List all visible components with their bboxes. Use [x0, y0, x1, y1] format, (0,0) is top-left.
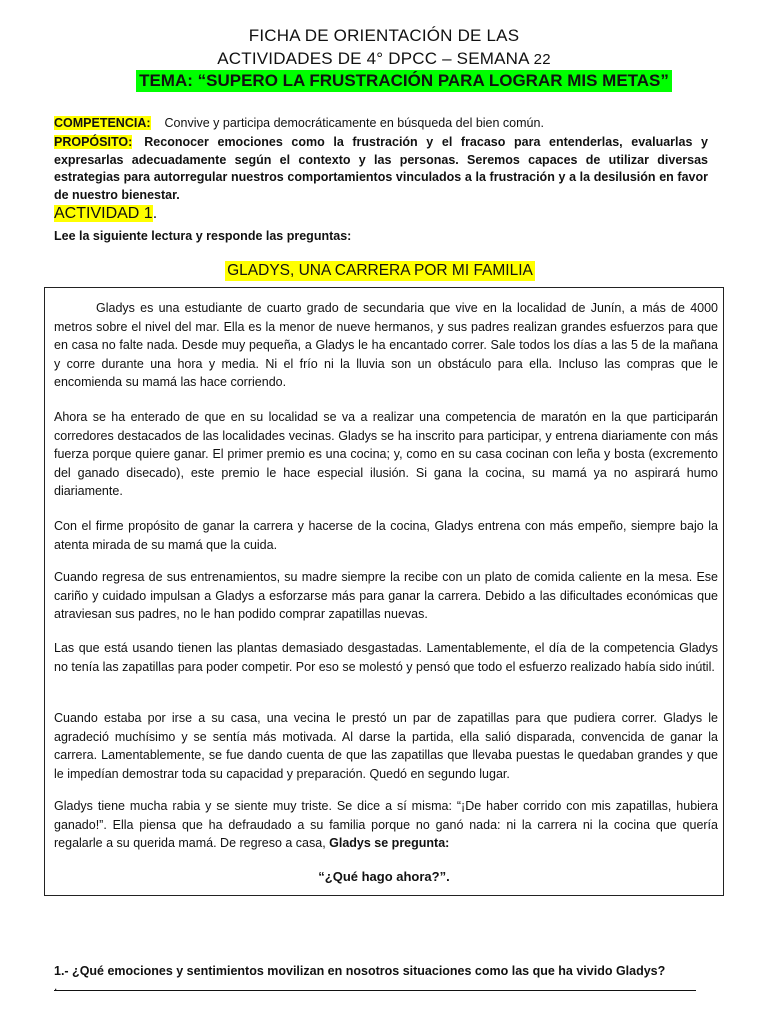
question-1: 1.- ¿Qué emociones y sentimientos movilizan en nosotros situaciones como las que ha vivido Gladys? [54, 964, 666, 978]
competencia-text: Convive y participa democráticamente en búsqueda del bien común. [164, 116, 544, 130]
story-paragraph-2: Ahora se ha enterado de que en su localidad se va a realizar una competencia de maratón en la que participarán corredores destacados de las localidades vecinas. Gladys se ha inscrito para participar, y entrena diariamente con más fuerza porque quiere ganar. El primer premio es una cocina; y, como en su casa cocinan con leña y bosta (excremento del ganado disecado), este premio le hace especial ilusión. Si gana la cocina, su mamá ya no aspirará humo diariamente. [54, 410, 718, 498]
competencia-line [54, 116, 544, 130]
actividad-suffix: . [152, 205, 158, 222]
story-title: GLADYS, UNA CARRERA POR MI FAMILIA [227, 262, 533, 279]
competencia-label: COMPETENCIA: [54, 116, 151, 130]
proposito-label: PROPÓSITO: [54, 135, 133, 149]
header-line-1: FICHA DE ORIENTACIÓN DE LAS [248, 26, 520, 45]
actividad-heading [54, 205, 157, 223]
proposito-block [54, 134, 708, 204]
story-paragraph-4: Cuando regresa de sus entrenamientos, su madre siempre la recibe con un plato de comida caliente en la mesa. Ese cariño y cuidado impulsan a Gladys a esforzarse más para ganar la carrera. Debido a las dificultades económicas que atraviesan sus padres, no le han podido comprar zapatillas nuevas. [54, 570, 718, 621]
instruction-text: Lee la siguiente lectura y responde las preguntas: [54, 229, 352, 243]
story-title-wrapper [0, 261, 768, 281]
tema-title: TEMA: “SUPERO LA FRUSTRACIÓN PARA LOGRAR MIS METAS” [136, 70, 672, 92]
answer-prefix: . [54, 979, 58, 993]
story-paragraph-6: Cuando estaba por irse a su casa, una vecina le prestó un par de zapatillas para que pudiera correr. Gladys le agradeció muchísimo y se sentía más motivada. Al darse la partida, ella salió disparada, convencida de ganar la carrera. Lamentablemente, se fue dando cuenta de que las zapatillas que llevaba puestas le quedaban grandes y que le impedían demostrar toda su capacidad y preparación. Quedó en segundo lugar. [54, 711, 718, 781]
header-line-2-text: ACTIVIDADES DE 4° DPCC – SEMANA [217, 49, 534, 68]
answer-line[interactable] [54, 990, 696, 991]
story-paragraph-3: Con el firme propósito de ganar la carrera y hacerse de la cocina, Gladys entrena con más empeño, siempre bajo la atenta mirada de su mamá que la cuida. [54, 519, 718, 552]
story-paragraph-7-bold: Gladys se pregunta: [329, 836, 450, 850]
proposito-text: Reconocer emociones como la frustración y el fracaso para entenderlas, evaluarlas y expresarlas adecuadamente según el contexto y las personas. Seremos capaces de utilizar diversas estrategias para autorregular nuestros comportamientos vinculados a la frustración y a la desilusión en favor de nuestro bienestar. [54, 135, 708, 202]
week-number: 22 [533, 51, 551, 68]
actividad-label: ACTIVIDAD 1 [54, 205, 153, 222]
closing-question: “¿Qué hago ahora?”. [318, 869, 450, 884]
story-paragraph-1: Gladys es una estudiante de cuarto grado de secundaria que vive en la localidad de Junín, a más de 4000 metros sobre el nivel del mar. Ella es la menor de nueve hermanos, y sus padres realizan grandes esfuerzos para que en casa no falte nada. Desde muy pequeña, a Gladys le ha encantado correr. Sale todos los días a las 5 de la mañana y corre durante una hora y media. Ni el frío ni la lluvia son un obstáculo para ella. Incluso las compras que le encomienda su mamá las hace corriendo. [54, 301, 718, 389]
story-paragraph-7 [54, 797, 718, 853]
story-paragraph-7-text: Gladys tiene mucha rabia y se siente muy triste. Se dice a sí misma: “¡De haber corrido con mis zapatillas, hubiera ganado!”. Ella piensa que ha defraudado a su familia porque no ganó nada: ni la carrera ni la cocina que quería regalarle a su querida mamá. De regreso a casa, [54, 799, 718, 850]
story-paragraph-5: Las que está usando tienen las plantas demasiado desgastadas. Lamentablemente, el día de la competencia Gladys no tenía las zapatillas para poder competir. Por eso se molestó y pensó que todo el esfuerzo realizado había sido inútil. [54, 641, 718, 674]
header-line-2 [0, 49, 768, 69]
tema-wrapper [0, 70, 768, 92]
